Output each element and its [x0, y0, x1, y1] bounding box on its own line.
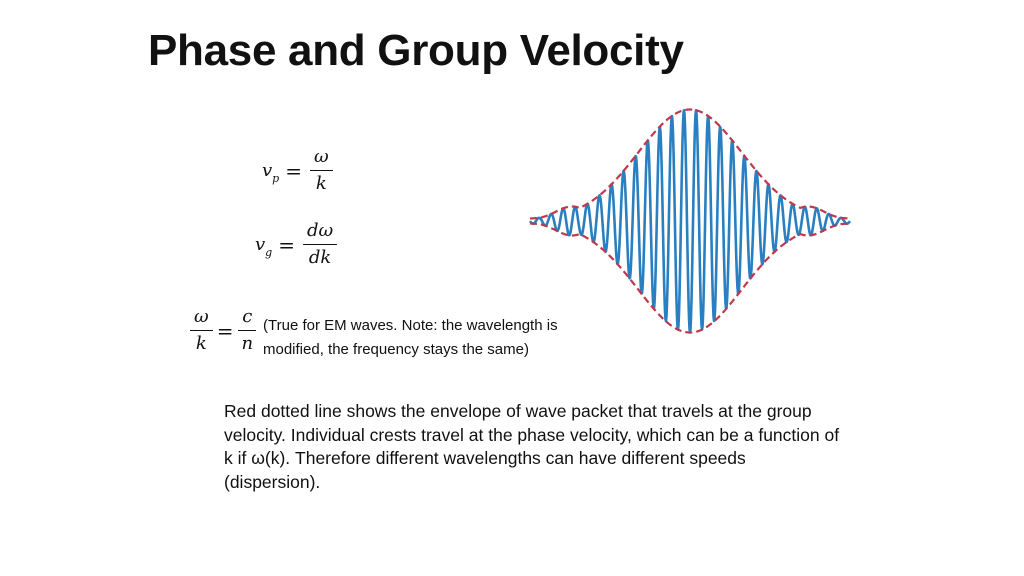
equals-sign: =: [285, 158, 302, 183]
slide-title: Phase and Group Velocity: [148, 26, 684, 75]
group-velocity-symbol: [255, 234, 273, 259]
phase-velocity-symbol: [262, 160, 280, 185]
fraction-denominator: dk: [308, 247, 332, 268]
wave-packet-illustration: [525, 100, 855, 340]
fraction-numerator: ω: [310, 146, 333, 171]
group-velocity-equation: [255, 220, 339, 269]
fraction-denominator: n: [241, 333, 254, 354]
carrier-wave: [530, 110, 850, 332]
explanation-paragraph: Red dotted line shows the envelope of wave packet that travels at the group velocity. Individual crests travel at the phase velocity, which can be a function of k if ω(k). Therefore different wavelengths can have different speeds (dispersion).: [224, 401, 840, 492]
group-velocity-v: v: [255, 234, 266, 255]
envelope-upper: [530, 110, 850, 219]
phase-velocity-equation: [262, 146, 335, 195]
equals-sign: =: [278, 232, 295, 257]
c-over-n-fraction: [237, 306, 257, 355]
em-note: [263, 314, 558, 362]
fraction-denominator: k: [195, 333, 207, 354]
fraction-numerator: c: [238, 306, 256, 331]
equals-sign: =: [216, 318, 234, 343]
phase-velocity-subscript: p: [272, 172, 280, 185]
phase-velocity-fraction: [310, 146, 333, 195]
fraction-denominator: k: [315, 173, 327, 194]
fraction-numerator: dω: [303, 220, 337, 245]
em-note-line: modified, the frequency stays the same): [263, 341, 529, 358]
omega-over-k-fraction: [190, 306, 213, 355]
phase-velocity-v: v: [262, 160, 273, 181]
em-note-line: (True for EM waves. Note: the wavelength is: [263, 317, 558, 334]
fraction-numerator: ω: [190, 306, 213, 331]
group-velocity-fraction: [303, 220, 337, 269]
em-dispersion-equation: [188, 306, 259, 355]
group-velocity-subscript: g: [265, 246, 273, 259]
